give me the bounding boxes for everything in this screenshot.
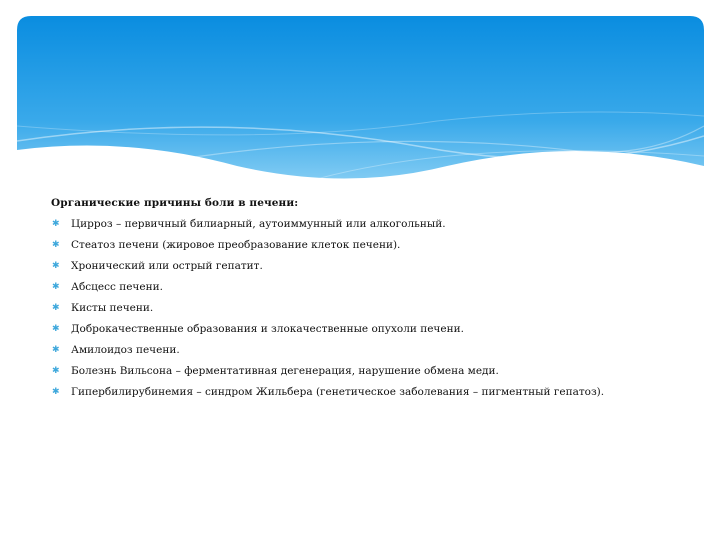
list-item-text: Абсцесс печени. bbox=[71, 281, 163, 293]
star-bullet-icon: ✱ bbox=[52, 387, 60, 397]
list-item bbox=[51, 235, 691, 256]
list-item-text: Хронический или острый гепатит. bbox=[71, 260, 263, 272]
header-banner bbox=[17, 16, 704, 191]
content-area bbox=[51, 196, 691, 403]
list-item bbox=[51, 298, 691, 319]
star-bullet-icon: ✱ bbox=[52, 240, 60, 250]
list-item bbox=[51, 214, 691, 235]
star-bullet-icon: ✱ bbox=[52, 303, 60, 313]
list-item bbox=[51, 256, 691, 277]
list-item bbox=[51, 382, 691, 403]
list-item bbox=[51, 361, 691, 382]
bullet-list bbox=[51, 214, 691, 403]
star-bullet-icon: ✱ bbox=[52, 261, 60, 271]
star-bullet-icon: ✱ bbox=[52, 366, 60, 376]
list-item-text: Гипербилирубинемия – синдром Жильбера (генетическое заболевания – пигментный гепатоз). bbox=[71, 386, 605, 398]
list-item-text: Болезнь Вильсона – ферментативная дегенерация, нарушение обмена меди. bbox=[71, 365, 499, 377]
star-bullet-icon: ✱ bbox=[52, 219, 60, 229]
list-item bbox=[51, 277, 691, 298]
star-bullet-icon: ✱ bbox=[52, 345, 60, 355]
list-item-text: Кисты печени. bbox=[71, 302, 154, 314]
list-item-text: Амилоидоз печени. bbox=[71, 344, 180, 356]
list-item-text: Стеатоз печени (жировое преобразование клеток печени). bbox=[71, 239, 401, 251]
star-bullet-icon: ✱ bbox=[52, 282, 60, 292]
list-item bbox=[51, 340, 691, 361]
slide-heading: Органические причины боли в печени: bbox=[51, 197, 299, 209]
list-item bbox=[51, 319, 691, 340]
star-bullet-icon: ✱ bbox=[52, 324, 60, 334]
list-item-text: Цирроз – первичный билиарный, аутоиммунный или алкогольный. bbox=[71, 218, 446, 230]
list-item-text: Доброкачественные образования и злокачественные опухоли печени. bbox=[71, 323, 464, 335]
